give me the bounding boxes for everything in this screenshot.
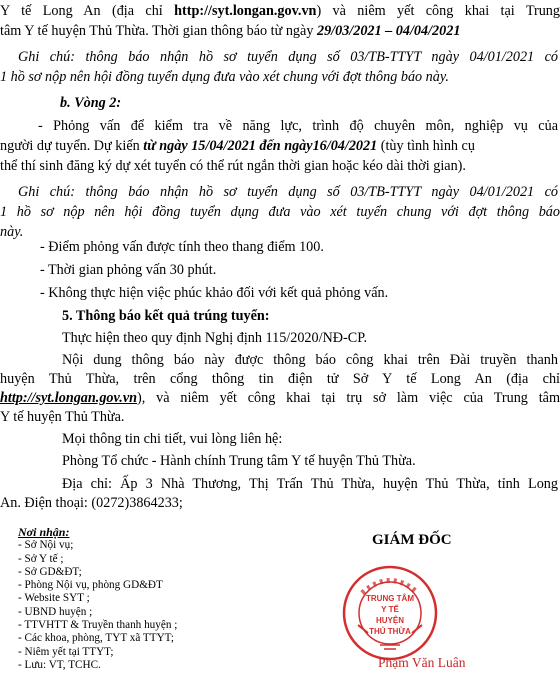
paragraph-line: Thực hiện theo quy định Nghị định 115/2020/NĐ-CP. (62, 330, 368, 346)
announcement-dates: 29/03/2021 – 04/04/2021 (316, 23, 461, 39)
website-link[interactable]: http://syt.longan.gov.vn (0, 390, 138, 406)
seal-text: HUYỆN (375, 616, 405, 625)
note-line: Ghi chú: thông báo nhận hồ sơ tuyển dụng số 03/TB-TTYT ngày 04/01/2021 có (18, 184, 558, 200)
list-item: - Các khoa, phòng, TYT xã TTYT; (18, 632, 174, 645)
paragraph-line: Địa chỉ: Ấp 3 Nhà Thương, Thị Trấn Thủ Thừa, huyện Thủ Thừa, tỉnh Long (62, 476, 558, 492)
paragraph-line: Mọi thông tin chi tiết, vui lòng liên hệ: (62, 431, 283, 447)
paragraph-line: An. Điện thoại: (0272)3864233; (0, 495, 183, 511)
official-seal-icon (340, 563, 440, 663)
website-link[interactable]: http://syt.longan.gov.vn (174, 3, 317, 19)
text: Y tế Long An (địa chỉ (0, 3, 175, 19)
list-item: - Niêm yết tại TTYT; (18, 645, 114, 658)
text: (tùy tình hình cụ (377, 138, 475, 154)
seal-text: TRUNG TÂM (366, 594, 414, 603)
bullet-item: - Thời gian phỏng vấn 30 phút. (40, 262, 217, 278)
paragraph-line (0, 137, 560, 155)
paragraph-line: - Phỏng vấn để kiểm tra về năng lực, trình độ chuyên môn, nghiệp vụ của (38, 118, 558, 134)
signer-title: GIÁM ĐỐC (372, 532, 452, 548)
list-item: - Sở Nội vụ; (18, 539, 74, 552)
note-line: 1 hồ sơ nộp nên hội đồng tuyển dụng đưa vào xét tuyển chung với đợt thông báo (0, 204, 560, 220)
section-heading: 5. Thông báo kết quả trúng tuyển: (62, 308, 270, 324)
text: ), và niêm yết công khai tại trụ sở làm việc của Trung tâm (137, 390, 560, 406)
paragraph-line: Y tế huyện Thủ Thừa. (0, 409, 125, 425)
paragraph-line: Phòng Tổ chức - Hành chính Trung tâm Y tế huyện Thủ Thừa. (62, 453, 416, 469)
list-item: - Phòng Nội vụ, phòng GD&ĐT (18, 579, 163, 592)
text: người dự tuyển. Dự kiến (0, 138, 144, 154)
list-item: - UBND huyện ; (18, 605, 93, 618)
interview-dates: từ ngày 15/04/2021 đến ngày16/04/2021 (143, 138, 378, 154)
seal-text: Y TẾ (381, 605, 399, 614)
paragraph-line: thể thí sinh đăng ký dự xét tuyển có thể rút ngắn thời gian hoặc kéo dài thời gian). (0, 158, 466, 174)
paragraph-line (0, 22, 560, 40)
note-line: này. (0, 224, 24, 240)
list-item: - Sở GD&ĐT; (18, 565, 82, 578)
text: tâm Y tế huyện Thủ Thừa. Thời gian thông báo từ ngày (0, 23, 317, 39)
note-line: Ghi chú: thông báo nhận hồ sơ tuyển dụng số 03/TB-TTYT ngày 04/01/2021 có (18, 49, 558, 65)
text: ) và niêm yết công khai tại Trung (316, 3, 560, 19)
paragraph-line: Nội dung thông báo này được thông báo công khai trên Đài truyền thanh (62, 352, 558, 368)
paragraph-line: huyện Thủ Thừa, trên cổng thông tin điện tử Sở Y tế Long An (địa chỉ (0, 371, 560, 387)
paragraph-line (0, 2, 560, 20)
section-heading: b. Vòng 2: (60, 95, 122, 111)
list-item: - TTVHTT & Truyền thanh huyện ; (18, 619, 178, 632)
bullet-item: - Điểm phỏng vấn được tính theo thang điểm 100. (40, 239, 324, 255)
recipients-title: Nơi nhận: (18, 525, 70, 539)
list-item: - Sở Y tế ; (18, 552, 64, 565)
list-item: - Website SYT ; (18, 592, 90, 605)
recipients-list (18, 526, 278, 672)
bullet-item: - Không thực hiện việc phúc khảo đối với kết quả phỏng vấn. (40, 285, 389, 301)
signer-name: Phạm Văn Luân (378, 655, 466, 670)
paragraph-line (0, 389, 560, 407)
note-line: 1 hồ sơ nộp nên hội đồng tuyển dụng đưa vào xét chung với đợt thông báo này. (0, 69, 449, 85)
seal-text: THỦ THỪA (369, 627, 411, 636)
list-item: - Lưu: VT, TCHC. (18, 658, 101, 671)
